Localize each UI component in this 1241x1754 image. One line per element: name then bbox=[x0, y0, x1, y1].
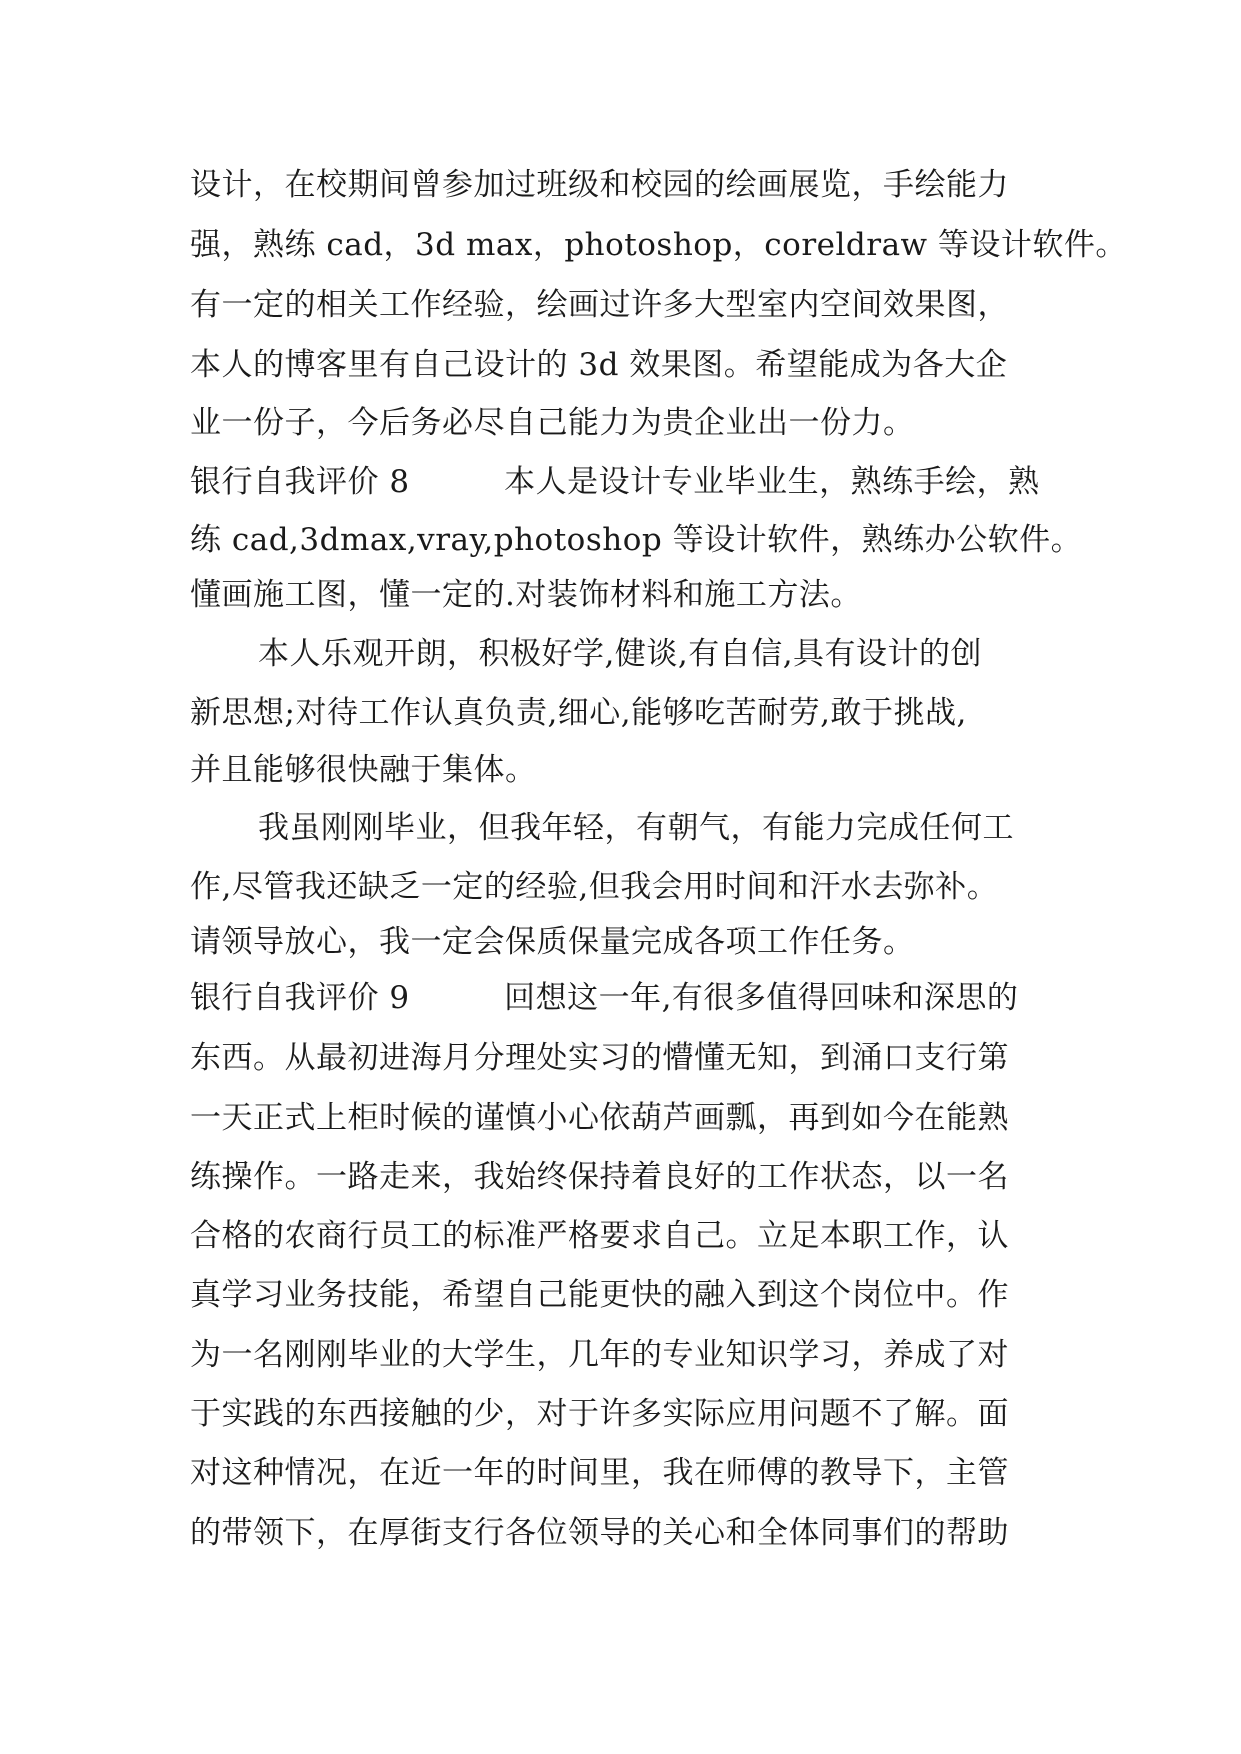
text-line: 懂画施工图，懂一定的.对装饰材料和施工方法。 bbox=[190, 577, 862, 613]
paragraph-first-line: 本人乐观开朗，积极好学,健谈,有自信,具有设计的创 bbox=[258, 636, 983, 672]
text-line: 请领导放心，我一定会保质保量完成各项工作任务。 bbox=[190, 924, 915, 960]
text-line: 练 cad,3dmax,vray,photoshop 等设计软件，熟练办公软件。 bbox=[190, 522, 1083, 558]
text-line: 新思想;对待工作认真负责,细心,能够吃苦耐劳,敢于挑战, bbox=[190, 695, 967, 731]
text-line: 强，熟练 cad，3d max，photoshop，coreldraw 等设计软件。 bbox=[190, 227, 1127, 263]
text-line: 一天正式上柜时候的谨慎小心依葫芦画瓢，再到如今在能熟 bbox=[190, 1100, 1009, 1136]
text-line: 设计，在校期间曾参加过班级和校园的绘画展览，手绘能力 bbox=[190, 167, 1009, 203]
text-line: 有一定的相关工作经验，绘画过许多大型室内空间效果图， bbox=[190, 287, 1009, 323]
text-line: 对这种情况，在近一年的时间里，我在师傅的教导下，主管 bbox=[190, 1455, 1009, 1491]
text-line: 的带领下，在厚街支行各位领导的关心和全体同事们的帮助 bbox=[190, 1515, 1009, 1551]
text-line: 为一名刚刚毕业的大学生，几年的专业知识学习，养成了对 bbox=[190, 1337, 1009, 1373]
text-line: 真学习业务技能，希望自己能更快的融入到这个岗位中。作 bbox=[190, 1277, 1009, 1313]
text-line: 东西。从最初进海月分理处实习的懵懂无知，到涌口支行第 bbox=[190, 1040, 1009, 1076]
text-line: 练操作。一路走来，我始终保持着良好的工作状态，以一名 bbox=[190, 1159, 1009, 1195]
section-heading-line: 银行自我评价 8 本人是设计专业毕业生，熟练手绘，熟 bbox=[190, 464, 1040, 500]
text-line: 本人的博客里有自己设计的 3d 效果图。希望能成为各大企 bbox=[190, 347, 1008, 383]
text-line: 业一份子，今后务必尽自己能力为贵企业出一份力。 bbox=[190, 405, 915, 441]
paragraph-first-line: 我虽刚刚毕业，但我年轻，有朝气，有能力完成任何工 bbox=[258, 810, 1014, 846]
text-line: 并且能够很快融于集体。 bbox=[190, 752, 537, 788]
text-line: 于实践的东西接触的少，对于许多实际应用问题不了解。面 bbox=[190, 1396, 1009, 1432]
text-line: 合格的农商行员工的标准严格要求自己。立足本职工作，认 bbox=[190, 1218, 1009, 1254]
text-line: 作,尽管我还缺乏一定的经验,但我会用时间和汗水去弥补。 bbox=[190, 869, 999, 905]
section-heading-line: 银行自我评价 9 回想这一年,有很多值得回味和深思的 bbox=[190, 980, 1019, 1016]
